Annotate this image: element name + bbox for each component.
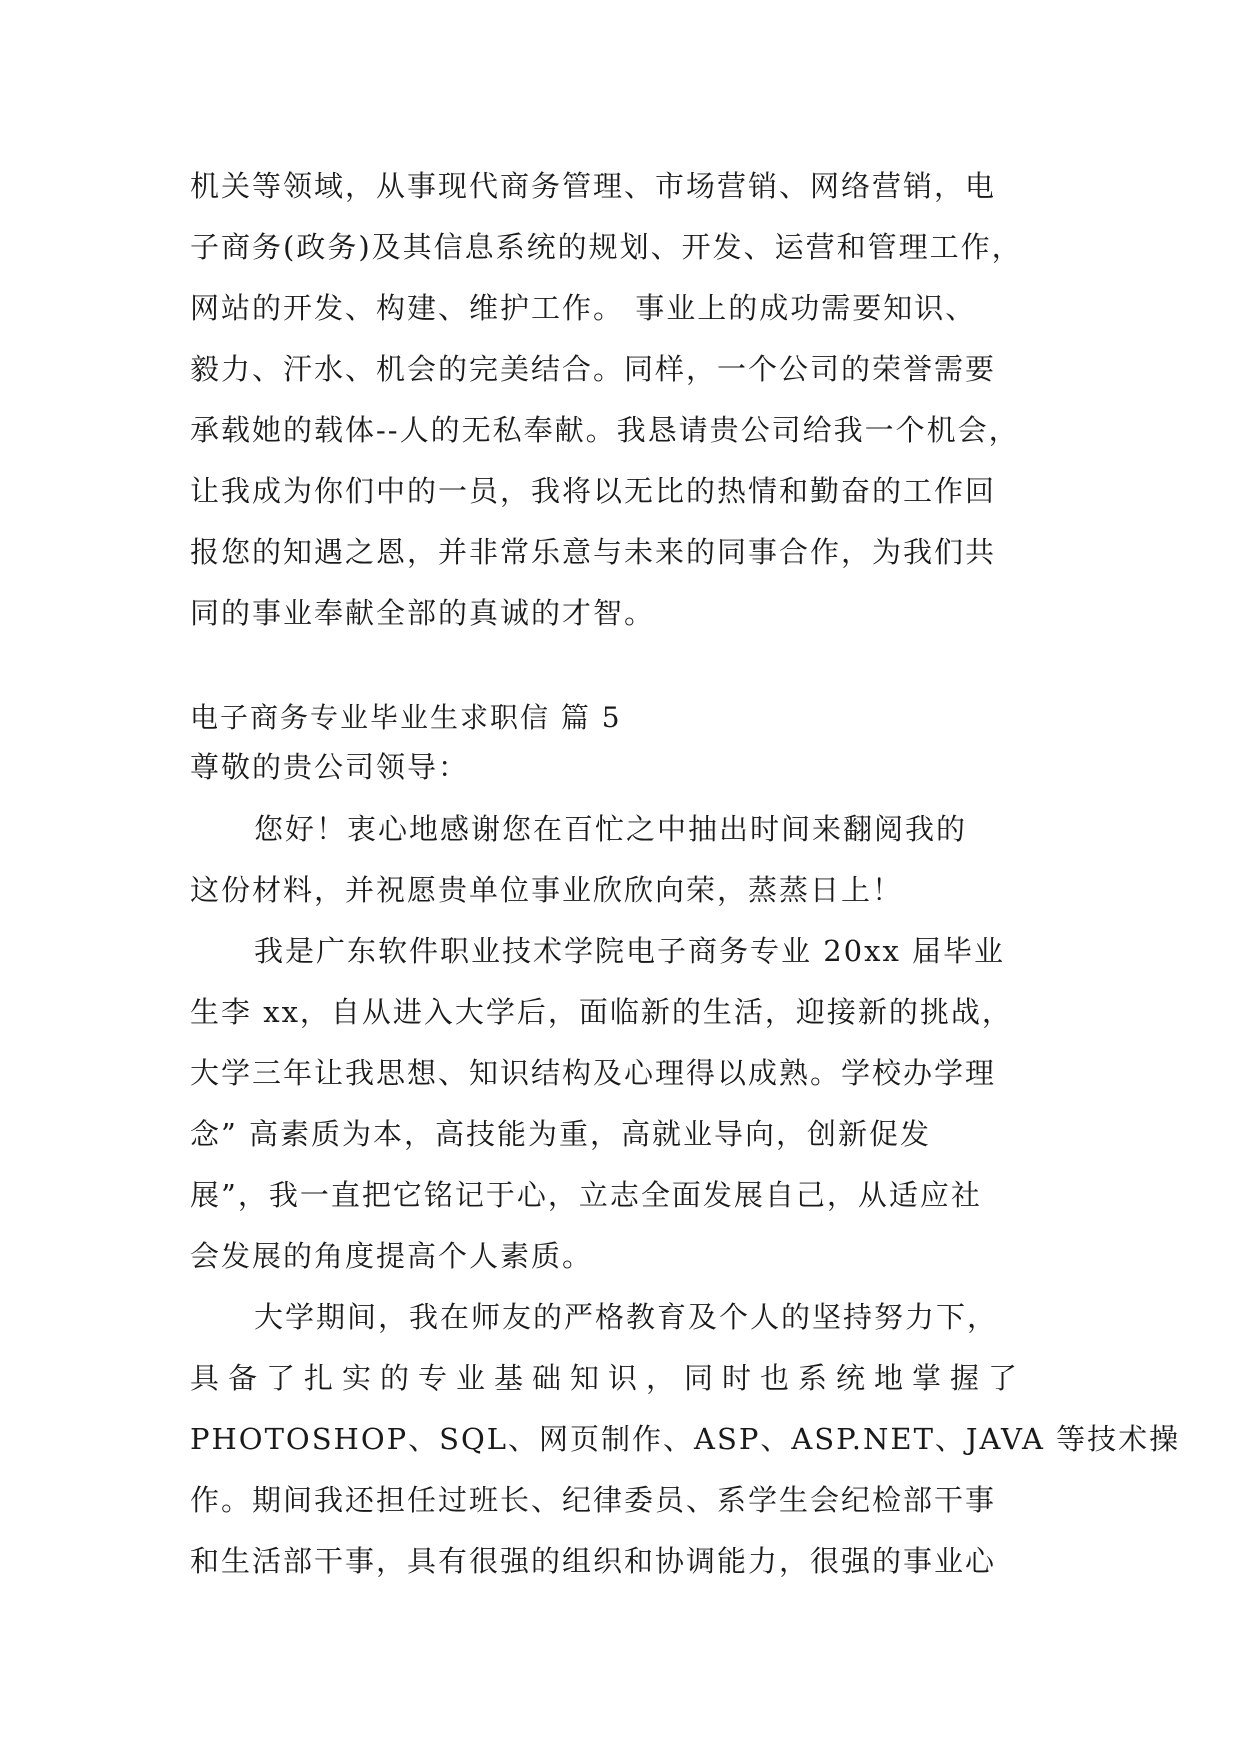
text-line: 让我成为你们中的一员，我将以无比的热情和勤奋的工作回	[190, 474, 997, 508]
text-line: 您好！衷心地感谢您在百忙之中抽出时间来翻阅我的	[254, 812, 968, 846]
text-line: 大学三年让我思想、知识结构及心理得以成熟。学校办学理	[190, 1056, 997, 1090]
text-line: 生李 xx，自从进入大学后，面临新的生活，迎接新的挑战，	[190, 995, 1013, 1029]
text-line: 我是广东软件职业技术学院电子商务专业 20xx 届毕业	[254, 934, 1006, 968]
text-line: 子商务(政务)及其信息系统的规划、开发、运营和管理工作，	[190, 230, 1023, 264]
text-line: 机关等领域，从事现代商务管理、市场营销、网络营销，电	[190, 169, 997, 203]
text-line: 网站的开发、构建、维护工作。 事业上的成功需要知识、	[190, 291, 977, 325]
text-line: 毅力、汗水、机会的完美结合。同样，一个公司的荣誉需要	[190, 352, 997, 386]
section-heading: 电子商务专业毕业生求职信 篇 5	[190, 701, 622, 734]
text-line: 和生活部干事，具有很强的组织和协调能力，很强的事业心	[190, 1544, 997, 1578]
text-line: 作。期间我还担任过班长、纪律委员、系学生会纪检部干事	[190, 1483, 997, 1517]
text-line: 念” 高素质为本，高技能为重，高就业导向，创新促发	[190, 1117, 932, 1151]
text-line: 展”，我一直把它铭记于心，立志全面发展自己，从适应社	[190, 1178, 982, 1212]
continuation-paragraph	[190, 156, 1050, 644]
text-line: 这份材料，并祝愿贵单位事业欣欣向荣，蒸蒸日上！	[190, 873, 904, 907]
letter-body	[190, 799, 1181, 1592]
text-line: PHOTOSHOP、SQL、网页制作、ASP、ASP.NET、JAVA 等技术操	[190, 1422, 1181, 1456]
text-line: 具备了扎实的专业基础知识，同时也系统地掌握了	[190, 1361, 1027, 1395]
text-line: 承载她的载体--人的无私奉献。我恳请贵公司给我一个机会，	[190, 413, 1020, 447]
text-line: 同的事业奉献全部的真诚的才智。	[190, 596, 656, 630]
salutation: 尊敬的贵公司领导：	[190, 750, 470, 784]
text-line: 会发展的角度提高个人素质。	[190, 1239, 594, 1273]
text-line: 大学期间，我在师友的严格教育及个人的坚持努力下，	[254, 1300, 999, 1334]
text-line: 报您的知遇之恩，并非常乐意与未来的同事合作，为我们共	[190, 535, 997, 569]
